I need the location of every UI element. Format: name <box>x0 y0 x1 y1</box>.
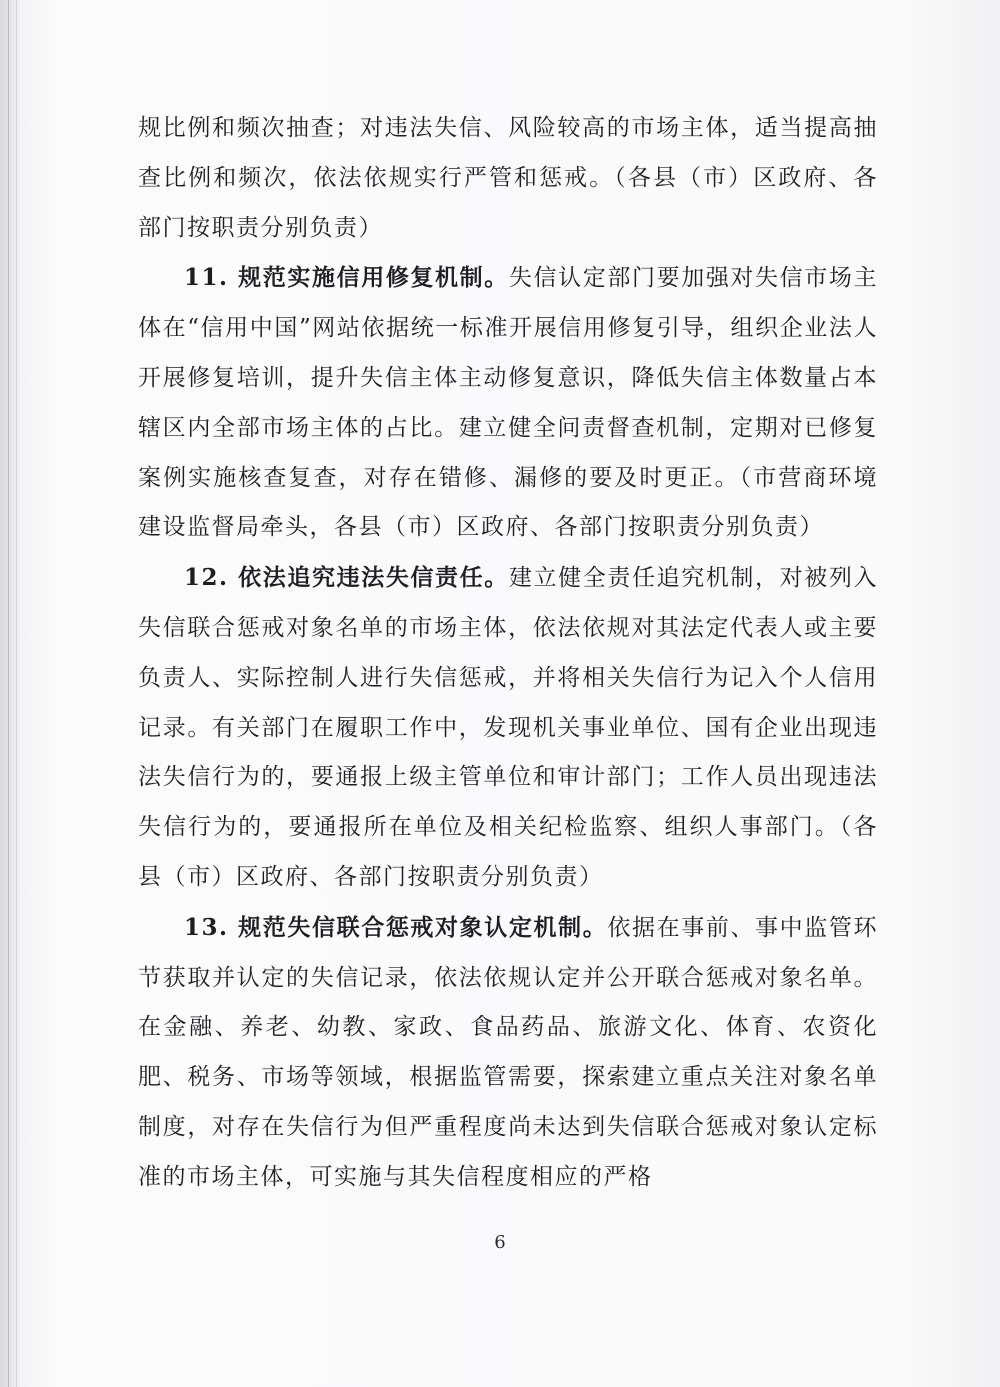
paragraph-heading: 11. 规范实施信用修复机制。 <box>184 264 509 292</box>
paragraph-body: 规比例和频次抽查；对违法失信、风险较高的市场主体，适当提高抽查比例和频次，依法依规实行严管和惩戒。（各县（市）区政府、各部门按职责分别负责） <box>138 115 878 241</box>
binding-edge-line-secondary <box>16 0 17 1387</box>
paragraph-item-11 <box>138 253 878 553</box>
paragraph-item-12 <box>138 553 878 903</box>
paragraph-body: 建立健全责任追究机制，对被列入失信联合惩戒对象名单的市场主体，依法依规对其法定代表人或主要负责人、实际控制人进行失信惩戒，并将相关失信行为记入个人信用记录。有关部门在履职工作中，发现机关事业单位、国有企业出现违法失信行为的，要通报上级主管单位和审计部门；工作人员出现违法失信行为的，要通报所在单位及相关纪检监察、组织人事部门。（各县（市）区政府、各部门按职责分别负责） <box>138 565 879 890</box>
paragraph-continuation <box>138 104 878 253</box>
paragraph-body: 依据在事前、事中监管环节获取并认定的失信记录，依法依规认定并公开联合惩戒对象名单。在金融、养老、幼教、家政、食品药品、旅游文化、体育、农资化肥、税务、市场等领域，根据监管需要，探索建立重点关注对象名单制度，对存在失信行为但严重程度尚未达到失信联合惩戒对象认定标准的市场主体，可实施与其失信程度相应的严格 <box>138 914 879 1190</box>
page-number: 6 <box>494 1232 506 1253</box>
paragraph-body: 失信认定部门要加强对失信市场主体在“信用中国”网站依据统一标准开展信用修复引导，组织企业法人开展修复培训，提升失信主体主动修复意识，降低失信主体数量占本辖区内全部市场主体的占比。建立健全问责督查机制，定期对已修复案例实施核查复查，对存在错修、漏修的要及时更正。（市营商环境建设监督局牵头，各县（市）区政府、各部门按职责分别负责） <box>138 265 879 541</box>
paragraph-heading: 12. 依法追究违法失信责任。 <box>184 564 509 592</box>
paragraph-heading: 13. 规范失信联合惩戒对象认定机制。 <box>184 913 608 941</box>
binding-edge-line <box>8 0 9 1387</box>
paragraph-item-13 <box>138 903 878 1203</box>
document-body <box>138 104 878 1203</box>
